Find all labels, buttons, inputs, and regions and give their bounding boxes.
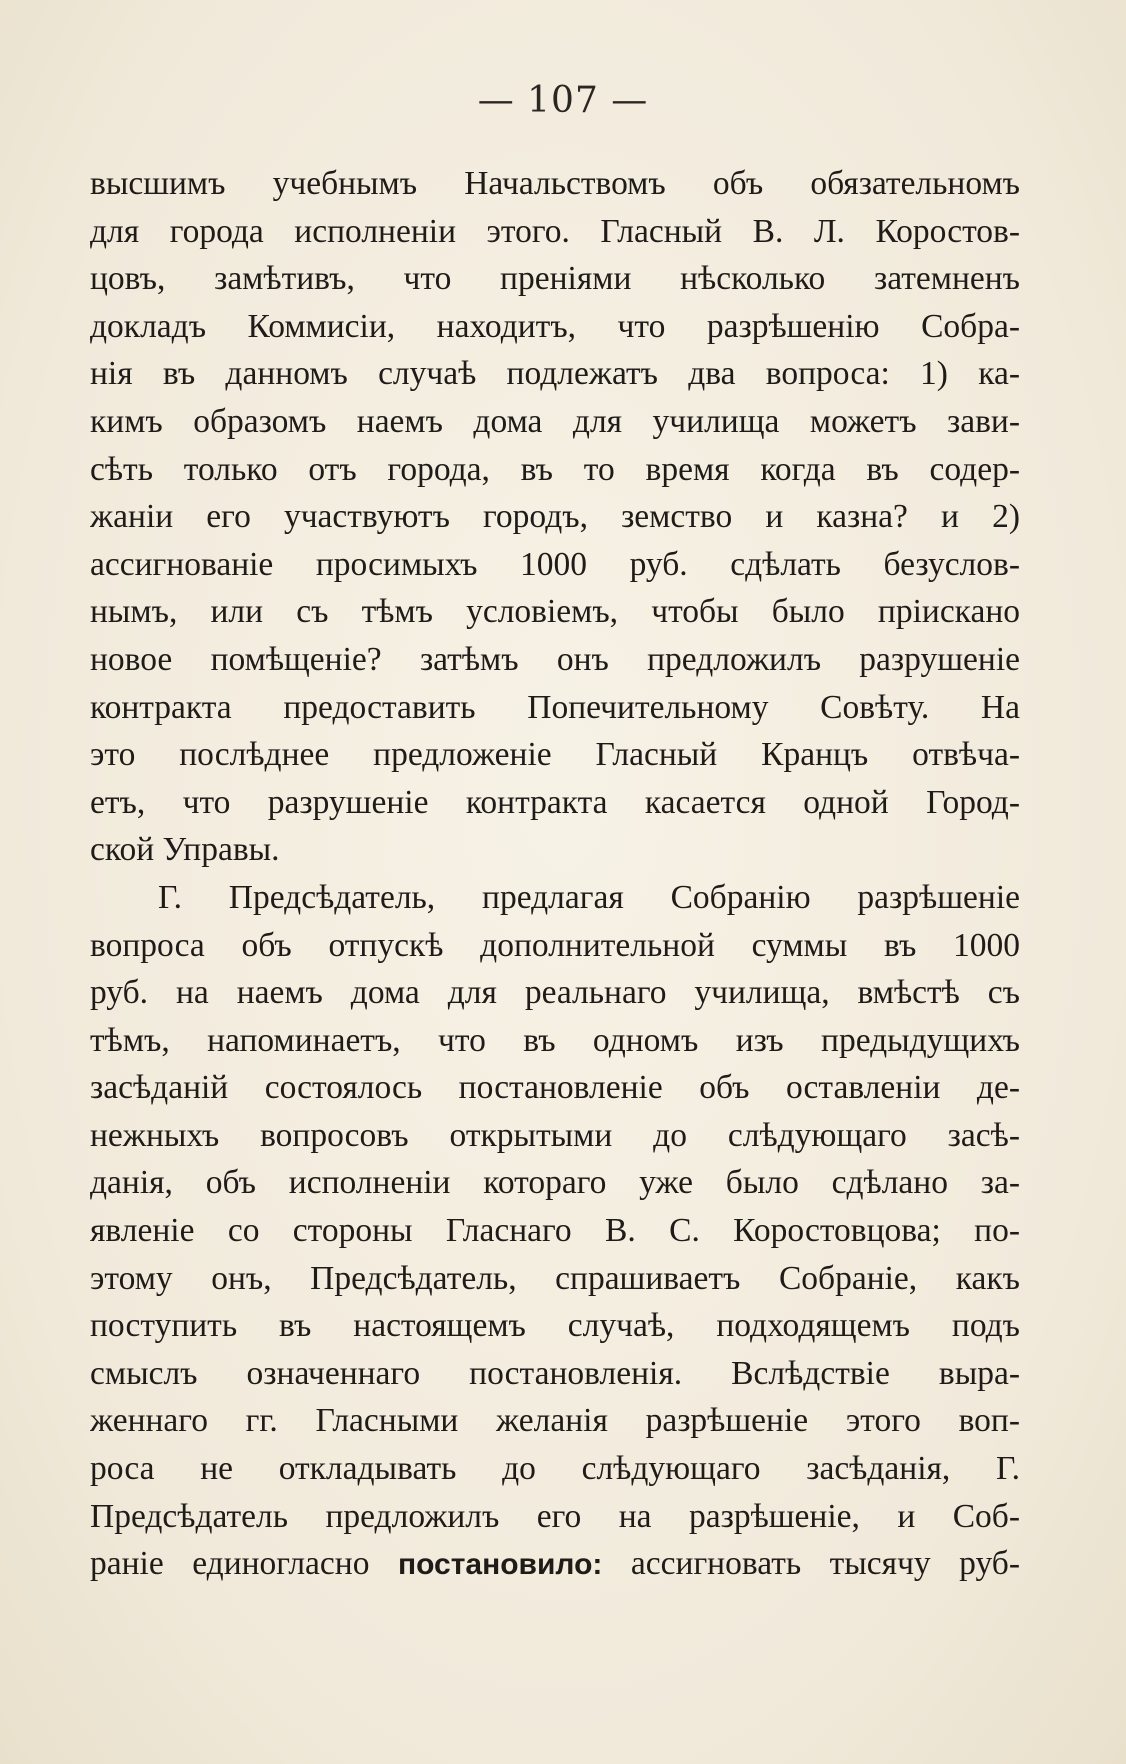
text-line: нымъ, или съ тѣмъ условіемъ, чтобы было пріискано [90,593,1020,631]
final-line-after: ассигновать тысячу руб- [602,1545,1020,1583]
text-line: цовъ, замѣтивъ, что преніями нѣсколько затемненъ [90,260,1020,298]
text-line: контракта предоставить Попечительному Совѣту. На [90,688,1020,726]
body-text [90,160,1020,1588]
text-line: вопроса объ отпускѣ дополнительной суммы въ 1000 [90,926,1020,964]
text-line: данія, объ исполненіи котораго уже было сдѣлано за- [90,1164,1020,1202]
text-line-final [90,1540,1020,1588]
text-line: нія въ данномъ случаѣ подлежатъ два вопроса: 1) ка- [90,355,1020,393]
text-line: явленіе со стороны Гласнаго В. С. Коростовцова; по- [90,1212,1020,1250]
text-line: ской Управы. [90,831,280,869]
paragraph-1 [90,160,1020,874]
text-line: новое помѣщеніе? затѣмъ онъ предложилъ разрушеніе [90,640,1020,678]
text-line: нежныхъ вопросовъ открытыми до слѣдующаго засѣ- [90,1116,1020,1154]
text-line: это послѣднее предложеніе Гласный Кранцъ отвѣча- [90,736,1020,774]
text-line: этому онъ, Предсѣдатель, спрашиваетъ Собраніе, какъ [90,1259,1020,1297]
text-line: роса не откладывать до слѣдующаго засѣданія, Г. [90,1450,1020,1488]
resolution-keyword: постановило: [397,1548,603,1582]
text-line: Предсѣдатель предложилъ его на разрѣшеніе, и Соб- [90,1497,1020,1535]
page-number: — 107 — [477,80,649,121]
text-line: кимъ образомъ наемъ дома для училища можетъ зави- [90,402,1020,440]
text-line: засѣданій состоялось постановленіе объ оставленіи де- [90,1069,1020,1107]
text-line: для города исполненіи этого. Гласный В. Л. Коростов- [90,212,1020,250]
text-line: тѣмъ, напоминаетъ, что въ одномъ изъ предыдущихъ [90,1021,1020,1059]
text-line: поступить въ настоящемъ случаѣ, подходящемъ подъ [90,1307,1020,1345]
paragraph-2 [90,874,1020,1588]
final-line-before: раніе единогласно [90,1545,398,1583]
text-line: смыслъ означеннаго постановленія. Вслѣдствіе выра- [90,1354,1020,1392]
text-line: докладъ Коммисіи, находитъ, что разрѣшенію Собра- [90,307,1020,345]
text-line: етъ, что разрушеніе контракта касается одной Город- [90,783,1020,821]
text-line: сѣть только отъ города, въ то время когда въ содер- [90,450,1020,488]
text-line: руб. на наемъ дома для реальнаго училища, вмѣстѣ съ [90,974,1020,1012]
text-line: жаніи его участвуютъ городъ, земство и казна? и 2) [90,498,1020,536]
text-line: ассигнованіе просимыхъ 1000 руб. сдѣлать безуслов- [90,545,1020,583]
text-line: Г. Предсѣдатель, предлагая Собранію разрѣшеніе [158,878,1020,916]
text-line: высшимъ учебнымъ Начальствомъ объ обязательномъ [90,165,1020,202]
text-line: женнаго гг. Гласными желанія разрѣшеніе этого воп- [90,1402,1020,1440]
